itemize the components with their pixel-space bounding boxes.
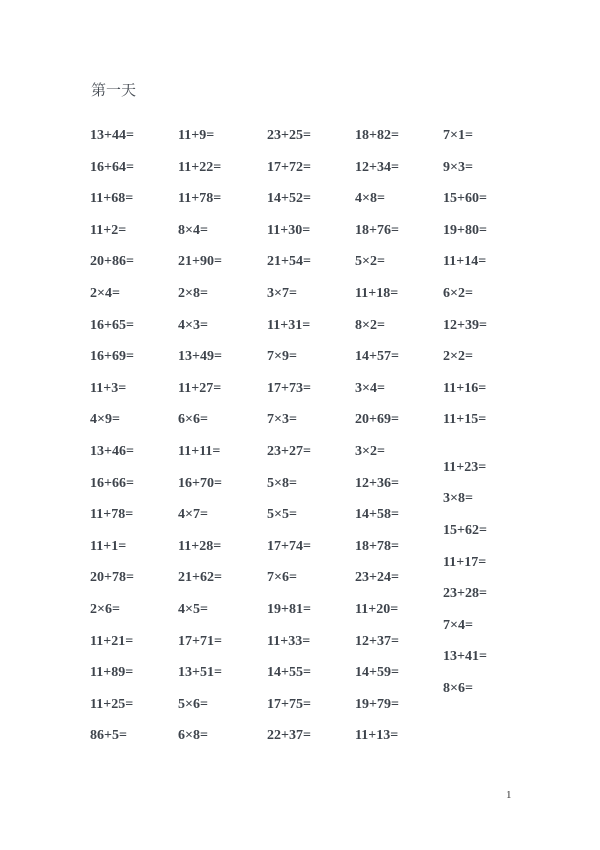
problem-item: 17+72=	[267, 160, 311, 175]
problem-item: 2×6=	[90, 602, 120, 617]
problem-item: 11+11=	[178, 444, 221, 459]
problem-item: 3×7=	[267, 286, 297, 301]
problem-item: 6×2=	[443, 286, 473, 301]
problem-item: 3×2=	[355, 444, 385, 459]
problem-item: 11+28=	[178, 539, 222, 554]
problem-item: 11+27=	[178, 381, 222, 396]
problem-item: 21+54=	[267, 254, 311, 269]
problem-item: 20+78=	[90, 570, 134, 585]
problem-item: 11+33=	[267, 634, 311, 649]
problem-item: 17+75=	[267, 697, 311, 712]
problem-item: 11+30=	[267, 223, 311, 238]
page-title: 第一天	[91, 81, 137, 99]
problem-item: 16+69=	[90, 349, 134, 364]
problem-item: 17+71=	[178, 634, 222, 649]
problem-item: 7×6=	[267, 570, 297, 585]
problem-item: 11+22=	[178, 160, 222, 175]
problem-item: 4×9=	[90, 412, 120, 427]
problem-item: 16+65=	[90, 318, 134, 333]
problem-item: 5×8=	[267, 476, 297, 491]
problem-item: 15+60=	[443, 191, 487, 206]
problem-item: 9×3=	[443, 160, 473, 175]
problem-item: 2×4=	[90, 286, 120, 301]
problem-item: 4×3=	[178, 318, 208, 333]
problem-item: 19+80=	[443, 223, 487, 238]
problem-item: 19+81=	[267, 602, 311, 617]
problem-item: 8×2=	[355, 318, 385, 333]
problem-item: 16+70=	[178, 476, 222, 491]
problem-item: 14+57=	[355, 349, 399, 364]
problem-item: 4×5=	[178, 602, 208, 617]
problem-item: 18+82=	[355, 128, 399, 143]
problem-item: 86+5=	[90, 728, 127, 743]
problem-item: 2×2=	[443, 349, 473, 364]
problem-item: 23+25=	[267, 128, 311, 143]
problem-item: 22+37=	[267, 728, 311, 743]
problem-item: 11+25=	[90, 697, 134, 712]
problem-item: 16+66=	[90, 476, 134, 491]
problem-item: 8×4=	[178, 223, 208, 238]
problem-item: 11+14=	[443, 254, 487, 269]
problem-item: 4×7=	[178, 507, 208, 522]
problem-item: 15+62=	[443, 523, 487, 538]
problem-item: 17+73=	[267, 381, 311, 396]
problem-item: 11+13=	[355, 728, 399, 743]
problem-item: 7×9=	[267, 349, 297, 364]
problem-item: 11+21=	[90, 634, 134, 649]
problem-item: 12+36=	[355, 476, 399, 491]
problem-item: 7×3=	[267, 412, 297, 427]
problem-item: 11+3=	[90, 381, 127, 396]
problem-item: 17+74=	[267, 539, 311, 554]
problem-item: 11+78=	[178, 191, 222, 206]
problem-item: 5×5=	[267, 507, 297, 522]
problem-item: 21+90=	[178, 254, 222, 269]
problem-item: 11+89=	[90, 665, 134, 680]
problem-item: 11+68=	[90, 191, 134, 206]
problem-item: 14+55=	[267, 665, 311, 680]
problem-item: 23+28=	[443, 586, 487, 601]
problem-item: 11+15=	[443, 412, 487, 427]
problem-item: 20+86=	[90, 254, 134, 269]
problem-item: 13+49=	[178, 349, 222, 364]
problem-item: 11+23=	[443, 460, 487, 475]
problem-item: 11+18=	[355, 286, 399, 301]
problem-item: 5×6=	[178, 697, 208, 712]
problem-item: 12+37=	[355, 634, 399, 649]
problem-item: 4×8=	[355, 191, 385, 206]
problem-item: 11+20=	[355, 602, 399, 617]
problem-item: 14+58=	[355, 507, 399, 522]
problem-item: 19+79=	[355, 697, 399, 712]
problem-item: 23+24=	[355, 570, 399, 585]
page-number: 1	[506, 789, 512, 801]
problem-item: 13+51=	[178, 665, 222, 680]
problem-item: 12+39=	[443, 318, 487, 333]
problem-item: 23+27=	[267, 444, 311, 459]
problem-item: 3×8=	[443, 491, 473, 506]
problem-item: 5×2=	[355, 254, 385, 269]
problem-item: 11+17=	[443, 555, 487, 570]
problem-item: 18+76=	[355, 223, 399, 238]
problem-item: 8×6=	[443, 681, 473, 696]
problem-item: 2×8=	[178, 286, 208, 301]
problem-item: 12+34=	[355, 160, 399, 175]
problem-item: 20+69=	[355, 412, 399, 427]
problem-item: 21+62=	[178, 570, 222, 585]
problem-item: 11+2=	[90, 223, 127, 238]
problem-item: 11+78=	[90, 507, 134, 522]
problem-item: 11+16=	[443, 381, 487, 396]
problem-item: 13+46=	[90, 444, 134, 459]
problem-item: 6×8=	[178, 728, 208, 743]
problem-item: 14+52=	[267, 191, 311, 206]
problem-item: 16+64=	[90, 160, 134, 175]
problem-item: 13+41=	[443, 649, 487, 664]
problem-item: 11+31=	[267, 318, 311, 333]
problem-item: 18+78=	[355, 539, 399, 554]
problem-item: 7×1=	[443, 128, 473, 143]
problem-item: 13+44=	[90, 128, 134, 143]
problem-item: 11+9=	[178, 128, 215, 143]
problem-item: 6×6=	[178, 412, 208, 427]
problem-item: 7×4=	[443, 618, 473, 633]
problem-item: 11+1=	[90, 539, 127, 554]
problem-item: 3×4=	[355, 381, 385, 396]
problem-item: 14+59=	[355, 665, 399, 680]
